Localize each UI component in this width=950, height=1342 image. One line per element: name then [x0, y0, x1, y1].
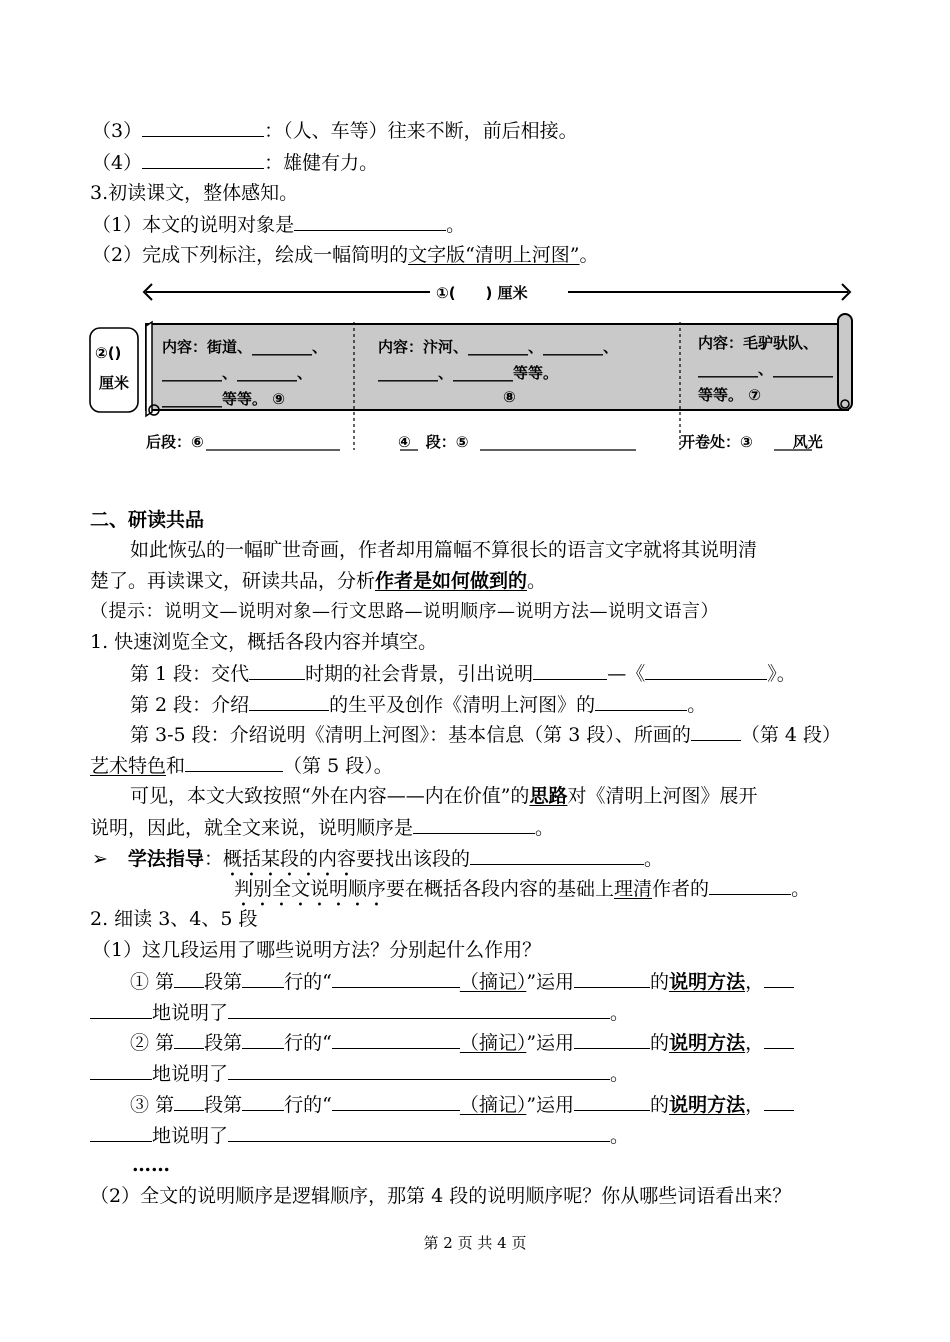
- blank[interactable]: [228, 1061, 610, 1080]
- panel-middle-content-3: ⑧: [503, 388, 516, 406]
- method-item-3: ③ 第 段第 行的“ （摘记）”运用 的说明方法，: [130, 1092, 794, 1117]
- study-tip-1: ➢ 学法指导：概括某段的内容要找出该段的 。: [92, 848, 663, 870]
- intro-line-2: 楚了。再读课文，研读共品，分析作者是如何做到的。: [90, 570, 547, 592]
- line-section-3: 3.初读课文，整体感知。: [90, 182, 299, 204]
- para-3-5-summary: 第 3-5 段：介绍说明《清明上河图》：基本信息（第 3 段）、所画的 （第 4 段）: [130, 724, 842, 746]
- hint-line: （提示：说明文—说明对象—行文思路—说明顺序—说明方法—说明文语言）: [90, 601, 719, 622]
- blank[interactable]: [90, 1000, 152, 1019]
- blank[interactable]: [574, 969, 650, 988]
- conclusion-line-1: 可见，本文大致按照“外在内容——内在价值”的思路对《清明上河图》展开: [130, 785, 758, 807]
- blank[interactable]: [142, 118, 264, 137]
- blank[interactable]: [228, 1000, 610, 1019]
- blank[interactable]: [174, 969, 204, 988]
- blank[interactable]: [764, 1030, 794, 1049]
- scroll-bottom-middle: ④ 段：⑤: [398, 433, 469, 451]
- panel-rear-content-2: ________、________、: [162, 364, 313, 382]
- panel-middle-content-1: 内容：汴河、________、________、: [378, 338, 619, 356]
- method-item-3-cont: 地说明了 。: [90, 1123, 629, 1148]
- line-item-3: （3） ：（人、车等）往来不断，前后相接。: [92, 120, 578, 142]
- blank[interactable]: [174, 1092, 204, 1111]
- blank[interactable]: [574, 1030, 650, 1049]
- blank[interactable]: [174, 1030, 204, 1049]
- scroll-top-label: ①( ) 厘米: [432, 282, 532, 303]
- blank[interactable]: [249, 661, 305, 680]
- blank[interactable]: [595, 692, 687, 711]
- page-footer: 第 2 页 共 4 页: [423, 1234, 527, 1252]
- blank[interactable]: [332, 1030, 460, 1049]
- section-heading: 二、研读共品: [90, 509, 205, 531]
- scroll-bottom-rear: 后段：⑥: [146, 433, 204, 451]
- blank[interactable]: [645, 661, 767, 680]
- line-scroll-task: （2）完成下列标注，绘成一幅简明的文字版“清明上河图”。: [92, 244, 599, 266]
- method-item-2-cont: 地说明了 。: [90, 1061, 629, 1086]
- panel-middle-content-2: ________、________等等。: [378, 364, 559, 382]
- blank[interactable]: [90, 1061, 152, 1080]
- scroll-left-unit: 厘米: [99, 374, 130, 392]
- method-item-2: ② 第 段第 行的“ （摘记）”运用 的说明方法，: [130, 1030, 794, 1055]
- blank[interactable]: [185, 753, 283, 772]
- panel-rear-content-3: ________等等。 ⑨: [162, 390, 285, 408]
- method-item-1: ① 第 段第 行的“ （摘记）”运用 的说明方法，: [130, 969, 794, 994]
- question-2-2: （2）全文的说明顺序是逻辑顺序，那第 4 段的说明顺序呢？你从哪些词语看出来？: [90, 1185, 792, 1207]
- blank[interactable]: [242, 1092, 284, 1111]
- panel-rear-content-1: 内容：街道、________、: [162, 338, 328, 356]
- blank[interactable]: [764, 1092, 794, 1111]
- blank[interactable]: [332, 1092, 460, 1111]
- line-object: （1）本文的说明对象是 。: [92, 214, 466, 236]
- panel-front-content-2: ________、________: [698, 360, 834, 378]
- blank[interactable]: [242, 1030, 284, 1049]
- line-item-4: （4） ：雄健有力。: [92, 152, 379, 174]
- blank[interactable]: [691, 722, 741, 741]
- blank[interactable]: [242, 969, 284, 988]
- panel-front-content-3: 等等。 ⑦: [698, 386, 761, 404]
- intro-line-1: 如此恢弘的一幅旷世奇画，作者却用篇幅不算很长的语言文字就将其说明清: [130, 539, 758, 561]
- blank[interactable]: [574, 1092, 650, 1111]
- blank[interactable]: [470, 846, 644, 865]
- blank[interactable]: [90, 1123, 152, 1142]
- blank[interactable]: [533, 661, 607, 680]
- question-2: 2. 细读 3、4、5 段: [90, 908, 258, 930]
- blank[interactable]: [294, 212, 446, 231]
- method-item-1-cont: 地说明了 。: [90, 1000, 629, 1025]
- scroll-bottom-front: 开卷处：③ 风光: [680, 433, 823, 451]
- para-1-summary: 第 1 段：交代 时期的社会背景，引出说明 —《 》。: [130, 663, 796, 685]
- panel-front-content-1: 内容：毛驴驮队、: [698, 334, 819, 352]
- para-3-5-summary-cont: 艺术特色和 （第 5 段）。: [90, 755, 393, 777]
- arrow-icon: ➢: [92, 848, 108, 870]
- para-2-summary: 第 2 段：介绍 的生平及创作《清明上河图》的 。: [130, 694, 707, 716]
- conclusion-line-2: 说明，因此，就全文来说，说明顺序是 。: [90, 817, 555, 839]
- question-2-1: （1）这几段运用了哪些说明方法？分别起什么作用？: [92, 939, 542, 961]
- blank[interactable]: [764, 969, 794, 988]
- blank[interactable]: [249, 692, 329, 711]
- ellipsis: ……: [132, 1154, 170, 1176]
- study-tip-2: 判别全文说明顺序要在概括各段内容的基础上理清作者的 。: [234, 878, 811, 900]
- blank[interactable]: [709, 876, 791, 895]
- blank[interactable]: [332, 969, 460, 988]
- blank[interactable]: [413, 815, 535, 834]
- question-1: 1. 快速浏览全文，概括各段内容并填空。: [90, 631, 438, 653]
- blank[interactable]: [228, 1123, 610, 1142]
- scroll-left-label: ②(): [95, 344, 122, 362]
- blank[interactable]: [142, 150, 264, 169]
